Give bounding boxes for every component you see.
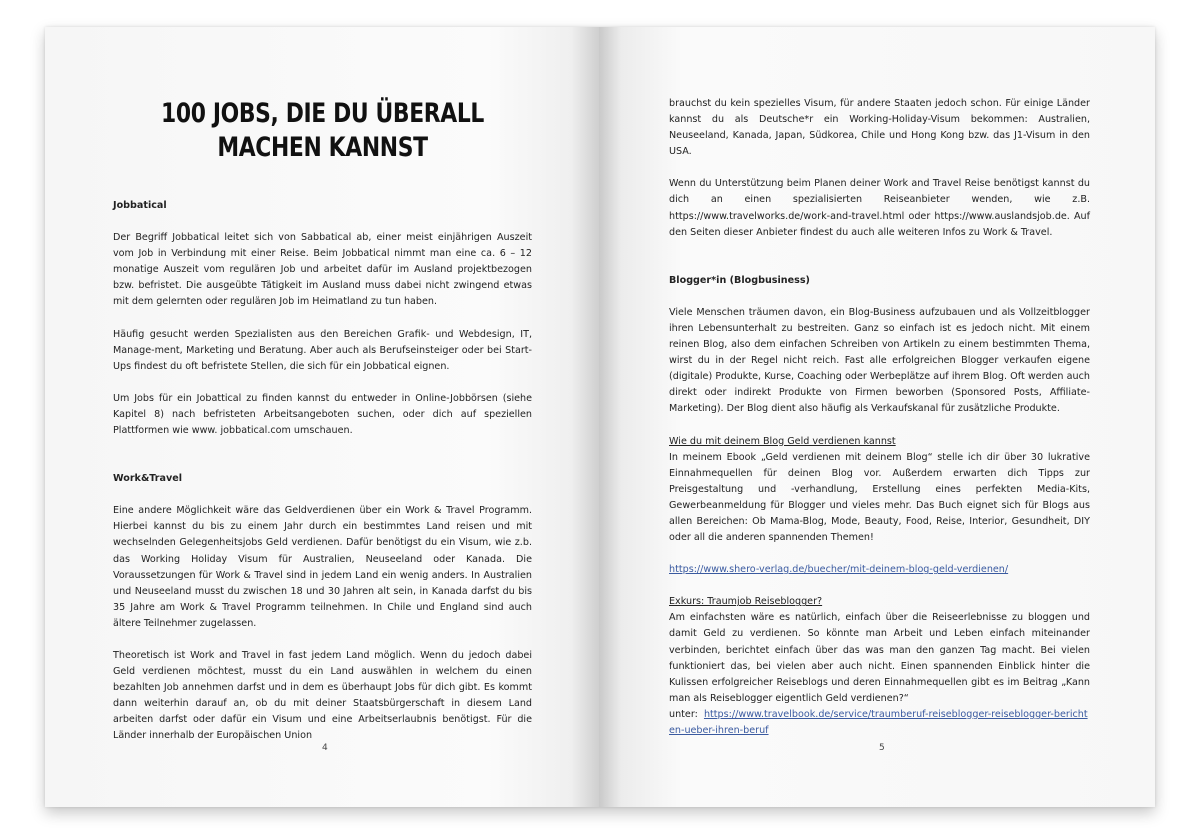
left-page-body — [113, 198, 532, 745]
blog-geld-paragraph: In meinem Ebook „Geld verdienen mit deinem Blog“ stelle ich dir über 30 lukrative Einnahmequellen für deinen Blog vor. Außerdem erwarten dich Tipps zur Preisgestaltung und -verhandlung, Erstellung eines perfekten Media-Kits, Gewerbeanmeldung für Blogger und vieles mehr. Das Buch eignet sich für Blogs aus allen Bereichen: Ob Mama-Blog, Mode, Beauty, Food, Reise, Interior, Gesundheit, DIY oder all die anderen spannenden Themen! — [669, 451, 1090, 544]
work-travel-paragraph-1: Eine andere Möglichkeit wäre das Geldverdienen über ein Work & Travel Programm. Hierbei kannst du bis zu einem Jahr durch ein bestimmtes Land reisen und mit wechselnden Gelegenheitsjobs Geld verdienen. Dafür benötigst du ein Visum, wie z.b. das Working Holiday Visum für Australien, Neuseeland oder Kanada. Die Voraussetzungen für Work & Travel sind in jedem Land ein wenig anders. In Australien und Neuseeland musst du zwischen 18 und 30 Jahren alt sein, in Kanada darfst du bis 35 Jahre am Work & Travel Programm teilnehmen. In Chile und England sind auch ältere Teilnehmer zugelassen. — [113, 505, 532, 629]
book-spread — [45, 27, 1155, 807]
jobbatical-paragraph-3: Um Jobs für ein Jobattical zu finden kannst du entweder in Online-Jobbörsen (siehe Kapitel 8) nach befristeten Arbeitsangeboten suchen, oder dich auf speziellen Plattformen wie www. jobbatical.com umschauen. — [113, 392, 532, 437]
page-title — [134, 97, 511, 165]
work-travel-support-paragraph: Wenn du Unterstützung beim Planen deiner Work and Travel Reise benötigst kannst du dich an einen spezialisierten Reiseanbieter wenden, wie z.B. https://www.travelworks.de/work-and-travel.html oder https://www.auslandsjob.de. Auf den Seiten dieser Anbieter findest du auch alle weiteren Infos zu Work & Travel. — [669, 178, 1090, 238]
jobbatical-paragraph-2: Häufig gesucht werden Spezialisten aus den Bereichen Grafik- und Webdesign, IT, Manage-ment, Marketing und Beratung. Aber auch als Berufseinsteiger oder bei Start-Ups findest du oft befristete Stellen, die sich für ein Jobbatical eignen. — [113, 328, 532, 372]
blogger-paragraph-1: Viele Menschen träumen davon, ein Blog-Business aufzubauen und als Vollzeitblogger ihren Lebensunterhalt zu bestreiten. Ganz so einfach ist es jedoch nicht. Mit einem reinen Blog, also dem einfachen Schreiben von Artikeln zu einem bestimmten Thema, wirst du in der Regel nicht reich. Fast alle erfolgreichen Blogger verkaufen eigene (digitale) Produkte, Kurse, Coaching oder Werbeplätze auf ihrem Blog. Oft werden auch direkt oder indirekt Produkte von Firmen beworben (Sponsored Posts, Affiliate-Marketing). Der Blog dient also häufig als Verkaufskanal für zusätzliche Produkte. — [669, 306, 1090, 415]
work-travel-paragraph-2: Theoretisch ist Work and Travel in fast jedem Land möglich. Wenn du jedoch dabei Geld verdienen möchtest, musst du ein Land auswählen in welchem du einen bezahlten Job annehmen darfst und in dem es überhaupt Jobs für dich gibt. Es kommt dann weiterhin darauf an, ob du mit deiner Staatsbürgerschaft in diesem Land arbeiten darfst oder dafür ein Visum und eine Arbeitserlaubnis benötigst. Für die Länder innerhalb der Europäischen Union — [113, 649, 532, 742]
page-number-right: 5 — [879, 743, 885, 753]
section-heading-jobbatical: Jobbatical — [113, 200, 167, 211]
section-heading-blogger: Blogger*in (Blogbusiness) — [669, 274, 810, 286]
reiseblogger-paragraph: Am einfachsten wäre es natürlich, einfach über die Reiseerlebnisse zu bloggen und damit Geld zu verdienen. So könnte man Arbeit und Leben einfach miteinander verbinden, berichtet einfach über das was man den ganzen Tag macht. Bei vielen funktioniert das, bei vielen aber auch nicht. Einen spannenden Einblick hinter die Kulissen erfolgreicher Reiseblogs und deren Einnahmequellen gibt es im Beitrag „Kann man als Reiseblogger eigentlich Geld verdienen?“ — [669, 612, 1090, 704]
page-number-left: 4 — [322, 743, 328, 753]
right-page — [599, 27, 1155, 807]
shero-verlag-link[interactable]: https://www.shero-verlag.de/buecher/mit-deinem-blog-geld-verdienen/ — [669, 564, 1009, 576]
left-page — [45, 27, 599, 807]
title-line-1: 100 JOBS, DIE DU ÜBERALL — [161, 98, 484, 129]
subheading-blog-geld: Wie du mit deinem Blog Geld verdienen kannst — [669, 435, 896, 447]
jobbatical-paragraph-1: Der Begriff Jobbatical leitet sich von Sabbatical ab, einer meist einjährigen Auszeit vom Job in Verbindung mit einer Reise. Beim Jobbatical nimmt man eine ca. 6 – 12 monatige Auszeit vom regulären Job und arbeitet dafür im Ausland projektbezogen bzw. befristet. Die ausgeübte Tätigkeit im Ausland muss dabei nicht zwingend etwas mit dem gelernten oder regulären Job im Heimatland zu tun haben. — [113, 232, 532, 308]
link-prefix: unter: — [669, 708, 698, 720]
work-travel-paragraph-continued: brauchst du kein spezielles Visum, für andere Staaten jedoch schon. Für einige Länder kannst du als Deutsche*r ein Working-Holiday-Visum bekommen: Australien, Neuseeland, Kanada, Japan, Südkorea, Chile und Hong Kong bzw. das J1-Visum in den USA. — [669, 98, 1090, 158]
travelbook-link[interactable]: https://www.travelbook.de/service/traumberuf-reiseblogger-reiseblogger-berichten-ueber-ihren-beruf — [669, 708, 1088, 736]
title-line-2: MACHEN KANNST — [217, 132, 428, 163]
section-heading-work-travel: Work&Travel — [113, 473, 183, 485]
subheading-reiseblogger: Exkurs: Traumjob Reiseblogger? — [669, 596, 823, 608]
right-page-body — [669, 96, 1090, 739]
